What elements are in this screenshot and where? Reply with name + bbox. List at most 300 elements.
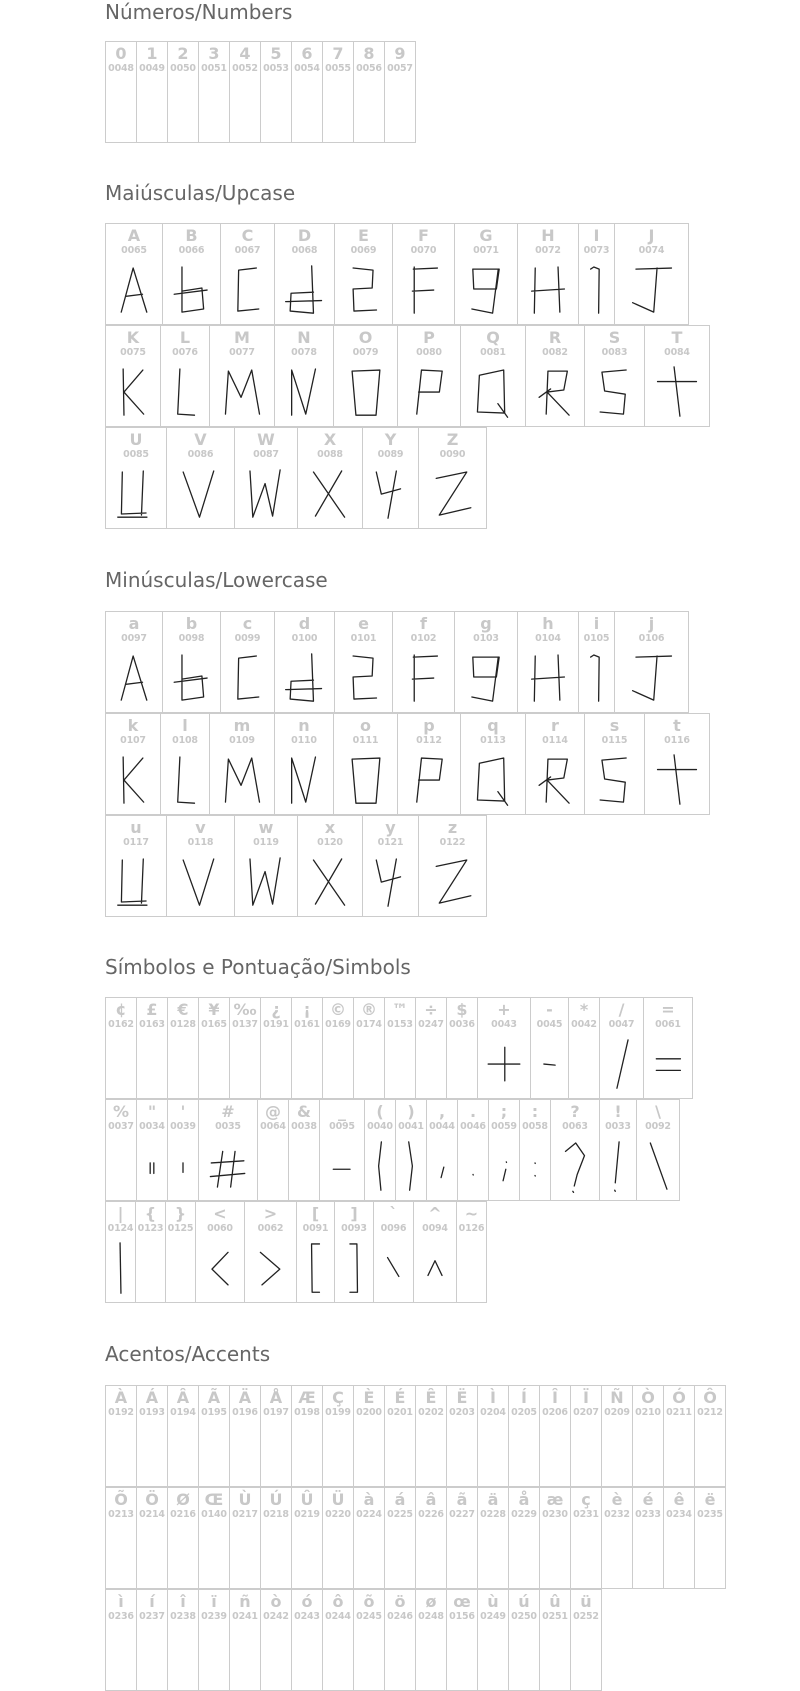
glyph-sample-b: [163, 648, 220, 712]
glyph-code-label: 0047: [600, 1019, 643, 1031]
glyph-cell-0057: [384, 41, 416, 143]
glyph-code-label: 0050: [168, 63, 198, 75]
glyph-sample-e: [335, 260, 392, 324]
glyph-cell-0037: [105, 1099, 137, 1201]
glyph-code-label: 0202: [416, 1407, 446, 1419]
glyph-code-label: 0117: [106, 837, 166, 849]
glyph-cell-0209: [601, 1385, 633, 1487]
glyph-code-label: 0045: [531, 1019, 568, 1031]
glyph-character-label: *: [569, 1001, 599, 1019]
glyph-code-label: 0092: [637, 1121, 679, 1133]
glyph-sample-g: [455, 648, 517, 712]
glyph-character-label: #: [199, 1103, 257, 1121]
glyph-code-label: 0068: [275, 245, 334, 257]
glyph-code-label: 0087: [235, 449, 297, 461]
glyph-character-label: ó: [292, 1593, 322, 1611]
glyph-cell-0123: [135, 1201, 166, 1303]
glyph-code-label: 0246: [385, 1611, 415, 1623]
glyph-cell-0163: [136, 997, 168, 1099]
glyph-cell-0093: [334, 1201, 374, 1303]
glyph-code-label: 0249: [478, 1611, 508, 1623]
glyph-code-label: 0119: [235, 837, 297, 849]
glyph-sample-c: [221, 260, 274, 324]
glyph-cell-0220: [322, 1487, 354, 1589]
glyph-character-label: ú: [509, 1593, 539, 1611]
glyph-character-label: k: [106, 717, 160, 735]
glyph-stroke: [656, 1059, 680, 1071]
glyph-cell-0055: [322, 41, 354, 143]
glyph-character-label: Õ: [106, 1491, 136, 1509]
glyph-sample-x: [298, 464, 362, 528]
glyph-character-label: ~: [457, 1205, 486, 1223]
glyph-character-label: Ù: [230, 1491, 260, 1509]
glyph-stroke: [650, 1143, 667, 1189]
glyph-character-label: á: [385, 1491, 415, 1509]
glyph-cell-0056: [353, 41, 385, 143]
glyph-row: [105, 427, 487, 529]
glyph-code-label: 0075: [106, 347, 160, 359]
glyph-stroke: [544, 1064, 555, 1065]
glyph-cell-0243: [291, 1589, 323, 1691]
glyph-stroke: [379, 1142, 382, 1190]
glyph-cell-0074: [614, 223, 689, 325]
glyph-character-label: a: [106, 615, 162, 633]
glyph-cell-0206: [539, 1385, 571, 1487]
glyph-sample-i: [579, 260, 614, 324]
glyph-cell-0099: [220, 611, 275, 713]
glyph-stroke: [441, 1167, 444, 1177]
glyph-code-label: 0096: [374, 1223, 413, 1235]
glyph-code-label: 0219: [292, 1509, 322, 1521]
glyph-character-label: î: [168, 1593, 198, 1611]
glyph-stroke: [312, 1244, 320, 1292]
glyph-code-label: 0216: [168, 1509, 198, 1521]
glyph-code-label: 0036: [447, 1019, 477, 1031]
glyph-cell-0204: [477, 1385, 509, 1487]
glyph-stroke: [352, 370, 380, 415]
glyph-sample-j: [615, 648, 688, 712]
glyph-character-label: !: [600, 1103, 636, 1121]
glyph-cell-0230: [539, 1487, 571, 1589]
glyph-cell-0246: [384, 1589, 416, 1691]
glyph-character-label: Ñ: [602, 1389, 632, 1407]
glyph-code-label: 0051: [199, 63, 229, 75]
glyph-character-label: È: [354, 1389, 384, 1407]
glyph-character-label: ã: [447, 1491, 477, 1509]
glyph-cell-0125: [165, 1201, 196, 1303]
glyph-stroke: [225, 758, 259, 802]
glyph-character-label: Û: [292, 1491, 322, 1509]
glyph-sample-b: [163, 260, 220, 324]
glyph-character-label: t: [645, 717, 709, 735]
glyph-character-label: 8: [354, 45, 384, 63]
glyph-code-label: 0043: [478, 1019, 530, 1031]
glyph-cell-0140: [198, 1487, 230, 1589]
glyph-cell-0094: [413, 1201, 457, 1303]
glyph-sample-u: [106, 464, 166, 528]
glyph-stroke: [292, 757, 316, 803]
glyph-character-label: $: [447, 1001, 477, 1019]
glyph-character-label: Ú: [261, 1491, 291, 1509]
section-title-3: Símbolos e Pontuação/Simbols: [105, 955, 411, 979]
glyph-character-label: B: [163, 227, 220, 245]
glyph-sample-d: [275, 260, 334, 324]
glyph-stroke: [292, 369, 316, 415]
glyph-character-label: 3: [199, 45, 229, 63]
glyph-character-label: m: [210, 717, 274, 735]
glyph-code-label: 0118: [167, 837, 234, 849]
glyph-code-label: 0213: [106, 1509, 136, 1521]
glyph-stroke: [313, 471, 344, 517]
glyph-character-label: D: [275, 227, 334, 245]
glyph-stroke: [412, 655, 437, 701]
glyph-character-label: U: [106, 431, 166, 449]
glyph-cell-0107: [105, 713, 161, 815]
glyph-sample-under: [320, 1136, 364, 1200]
glyph-sample-w: [235, 464, 297, 528]
glyph-cell-0162: [105, 997, 137, 1099]
glyph-cell-0153: [384, 997, 416, 1099]
glyph-character-label: É: [385, 1389, 415, 1407]
glyph-cell-0047: [599, 997, 644, 1099]
glyph-code-label: 0055: [323, 63, 353, 75]
glyph-cell-0249: [477, 1589, 509, 1691]
glyph-character-label: ¡: [292, 1001, 322, 1019]
glyph-cell-0194: [167, 1385, 199, 1487]
glyph-code-label: 0085: [106, 449, 166, 461]
glyph-code-label: 0058: [520, 1121, 550, 1133]
glyph-sample-x: [298, 852, 362, 916]
glyph-code-label: 0080: [398, 347, 460, 359]
glyph-character-label: é: [633, 1491, 663, 1509]
glyph-code-label: 0113: [461, 735, 525, 747]
glyph-code-label: 0248: [416, 1611, 446, 1623]
glyph-cell-0237: [136, 1589, 168, 1691]
glyph-cell-0201: [384, 1385, 416, 1487]
glyph-stroke: [178, 369, 195, 415]
glyph-cell-0245: [353, 1589, 385, 1691]
glyph-cell-0035: [198, 1099, 258, 1201]
glyph-character-label: H: [518, 227, 578, 245]
glyph-code-label: 0245: [354, 1611, 384, 1623]
glyph-code-label: 0193: [137, 1407, 167, 1419]
glyph-cell-0111: [333, 713, 398, 815]
glyph-code-label: 0109: [210, 735, 274, 747]
glyph-code-label: 0104: [518, 633, 578, 645]
glyph-code-label: 0205: [509, 1407, 539, 1419]
glyph-character-label: ]: [335, 1205, 373, 1223]
glyph-code-label: 0093: [335, 1223, 373, 1235]
glyph-stroke: [600, 370, 626, 414]
glyph-sample-h: [518, 260, 578, 324]
glyph-character-label: Y: [363, 431, 418, 449]
glyph-code-label: 0078: [275, 347, 333, 359]
glyph-stroke: [600, 758, 626, 802]
glyph-code-label: 0038: [289, 1121, 319, 1133]
glyph-cell-0211: [663, 1385, 695, 1487]
glyph-cell-0251: [539, 1589, 571, 1691]
glyph-code-label: 0059: [489, 1121, 519, 1133]
glyph-sample-o: [334, 750, 397, 814]
glyph-cell-0045: [530, 997, 569, 1099]
glyph-code-label: 0242: [261, 1611, 291, 1623]
glyph-character-label: õ: [354, 1593, 384, 1611]
glyph-cell-0101: [334, 611, 393, 713]
glyph-cell-0244: [322, 1589, 354, 1691]
glyph-character-label: ÷: [416, 1001, 446, 1019]
glyph-sample-y: [363, 464, 418, 528]
glyph-code-label: 0112: [398, 735, 460, 747]
glyph-cell-0038: [288, 1099, 320, 1201]
glyph-sample-s: [585, 750, 644, 814]
glyph-code-label: 0241: [230, 1611, 260, 1623]
glyph-cell-0042: [568, 997, 600, 1099]
glyph-character-label: |: [106, 1205, 135, 1223]
glyph-cell-0041: [395, 1099, 427, 1201]
glyph-character-label: \: [637, 1103, 679, 1121]
glyph-code-label: 0052: [230, 63, 260, 75]
glyph-code-label: 0072: [518, 245, 578, 257]
glyph-stroke: [238, 656, 259, 699]
glyph-code-label: 0046: [458, 1121, 488, 1133]
glyph-character-label: ': [168, 1103, 198, 1121]
glyph-character-label: í: [137, 1593, 167, 1611]
glyph-character-label: d: [275, 615, 334, 633]
glyph-character-label: +: [478, 1001, 530, 1019]
glyph-character-label: Ø: [168, 1491, 198, 1509]
glyph-code-label: 0049: [137, 63, 167, 75]
glyph-row: [105, 997, 693, 1099]
glyph-stroke: [210, 1151, 244, 1187]
glyph-cell-0073: [578, 223, 615, 325]
glyph-cell-0104: [517, 611, 579, 713]
glyph-code-label: 0234: [664, 1509, 694, 1521]
glyph-code-label: 0126: [457, 1223, 486, 1235]
glyph-code-label: 0237: [137, 1611, 167, 1623]
glyph-stroke: [350, 1244, 358, 1292]
glyph-cell-0095: [319, 1099, 365, 1201]
glyph-character-label: Â: [168, 1389, 198, 1407]
glyph-code-label: 0230: [540, 1509, 570, 1521]
glyph-cell-0072: [517, 223, 579, 325]
glyph-stroke: [174, 267, 207, 312]
glyph-cell-0046: [457, 1099, 489, 1201]
glyph-character-label: =: [644, 1001, 692, 1019]
glyph-sample-a: [106, 260, 162, 324]
glyph-character-label: 4: [230, 45, 260, 63]
glyph-code-label: 0054: [292, 63, 322, 75]
glyph-sample-slash: [600, 1034, 643, 1098]
glyph-stroke: [428, 1261, 442, 1276]
glyph-character-label: ¢: [106, 1001, 136, 1019]
glyph-character-label: g: [455, 615, 517, 633]
glyph-character-label: p: [398, 717, 460, 735]
glyph-stroke: [183, 471, 214, 517]
glyph-sample-comma: [427, 1136, 457, 1200]
glyph-stroke: [260, 1252, 279, 1285]
glyph-character-label: 0: [106, 45, 136, 63]
glyph-code-label: 0095: [320, 1121, 364, 1133]
glyph-character-label: o: [334, 717, 397, 735]
glyph-cell-0126: [456, 1201, 487, 1303]
glyph-character-label: ¿: [261, 1001, 291, 1019]
glyph-character-label: ö: [385, 1593, 415, 1611]
glyph-cell-0203: [446, 1385, 478, 1487]
glyph-cell-0071: [454, 223, 518, 325]
glyph-character-label: Í: [509, 1389, 539, 1407]
glyph-code-label: 0247: [416, 1019, 446, 1031]
glyph-code-label: 0233: [633, 1509, 663, 1521]
glyph-sample-y: [363, 852, 418, 916]
glyph-code-label: 0082: [526, 347, 584, 359]
glyph-code-label: 0224: [354, 1509, 384, 1521]
glyph-code-label: 0137: [230, 1019, 260, 1031]
glyph-cell-0218: [260, 1487, 292, 1589]
glyph-stroke: [488, 1047, 520, 1081]
glyph-cell-0097: [105, 611, 163, 713]
glyph-cell-0062: [244, 1201, 297, 1303]
glyph-sample-c: [221, 648, 274, 712]
glyph-sample-d: [275, 648, 334, 712]
glyph-code-label: 0218: [261, 1509, 291, 1521]
glyph-code-label: 0197: [261, 1407, 291, 1419]
glyph-cell-0137: [229, 997, 261, 1099]
glyph-row: [105, 1385, 726, 1487]
glyph-cell-0227: [446, 1487, 478, 1589]
glyph-stroke: [412, 267, 437, 313]
glyph-code-label: 0073: [579, 245, 614, 257]
glyph-code-label: 0114: [526, 735, 584, 747]
glyph-sample-minus: [531, 1034, 568, 1098]
glyph-code-label: 0163: [137, 1019, 167, 1031]
glyph-code-label: 0204: [478, 1407, 508, 1419]
glyph-cell-0043: [477, 997, 531, 1099]
glyph-cell-0156: [446, 1589, 478, 1691]
glyph-stroke: [388, 1258, 399, 1277]
glyph-sample-i: [579, 648, 614, 712]
glyph-cell-0119: [234, 815, 298, 917]
glyph-code-label: 0235: [695, 1509, 725, 1521]
glyph-code-label: 0091: [297, 1223, 334, 1235]
glyph-cell-0210: [632, 1385, 664, 1487]
glyph-cell-0199: [322, 1385, 354, 1487]
glyph-character-label: Ô: [695, 1389, 725, 1407]
glyph-cell-0226: [415, 1487, 447, 1589]
glyph-code-label: 0194: [168, 1407, 198, 1419]
glyph-code-label: 0228: [478, 1509, 508, 1521]
glyph-stroke: [472, 269, 499, 313]
glyph-code-label: 0110: [275, 735, 333, 747]
glyph-character-label: i: [579, 615, 614, 633]
glyph-cell-0169: [322, 997, 354, 1099]
glyph-code-label: 0124: [106, 1223, 135, 1235]
glyph-cell-0231: [570, 1487, 602, 1589]
glyph-character-label: `: [374, 1205, 413, 1223]
section-title-4: Acentos/Accents: [105, 1342, 270, 1366]
glyph-character-label: ¥: [199, 1001, 229, 1019]
glyph-character-label: >: [245, 1205, 296, 1223]
glyph-code-label: 0165: [199, 1019, 229, 1031]
glyph-cell-0088: [297, 427, 363, 529]
glyph-character-label: Q: [461, 329, 525, 347]
glyph-character-label: ?: [551, 1103, 599, 1121]
glyph-code-label: 0232: [602, 1509, 632, 1521]
glyph-character-label: -: [531, 1001, 568, 1019]
glyph-cell-0205: [508, 1385, 540, 1487]
glyph-cell-0228: [477, 1487, 509, 1589]
glyph-code-label: 0106: [615, 633, 688, 645]
glyph-sample-excl: [600, 1136, 636, 1200]
glyph-character-label: L: [161, 329, 209, 347]
glyph-character-label: Ã: [199, 1389, 229, 1407]
glyph-character-label: I: [579, 227, 614, 245]
glyph-code-label: 0227: [447, 1509, 477, 1521]
glyph-cell-0049: [136, 41, 168, 143]
glyph-code-label: 0034: [137, 1121, 167, 1133]
glyph-character-label: J: [615, 227, 688, 245]
glyph-code-label: 0236: [106, 1611, 136, 1623]
glyph-cell-0232: [601, 1487, 633, 1589]
glyph-code-label: 0064: [258, 1121, 288, 1133]
glyph-code-label: 0053: [261, 63, 291, 75]
glyph-cell-0061: [643, 997, 693, 1099]
glyph-code-label: 0212: [695, 1407, 725, 1419]
glyph-cell-0077: [209, 325, 275, 427]
glyph-character-label: Ì: [478, 1389, 508, 1407]
glyph-cell-0233: [632, 1487, 664, 1589]
glyph-cell-0069: [334, 223, 393, 325]
glyph-cell-0059: [488, 1099, 520, 1201]
glyph-character-label: ©: [323, 1001, 353, 1019]
glyph-cell-0058: [519, 1099, 551, 1201]
glyph-cell-0252: [570, 1589, 602, 1691]
glyph-stroke: [532, 655, 565, 701]
glyph-character-label: Æ: [292, 1389, 322, 1407]
glyph-sample-hash: [199, 1136, 257, 1200]
glyph-stroke: [250, 858, 280, 905]
glyph-character-label: e: [335, 615, 392, 633]
glyph-cell-0048: [105, 41, 137, 143]
glyph-character-label: ô: [323, 1593, 353, 1611]
glyph-stroke: [353, 656, 376, 699]
glyph-sample-t: [645, 362, 709, 426]
glyph-stroke: [183, 859, 214, 905]
glyph-cell-0248: [415, 1589, 447, 1691]
glyph-stroke: [250, 470, 280, 517]
glyph-code-label: 0044: [427, 1121, 457, 1133]
glyph-cell-0193: [136, 1385, 168, 1487]
glyph-stroke: [178, 757, 195, 803]
glyph-cell-0081: [460, 325, 526, 427]
glyph-code-label: 0100: [275, 633, 334, 645]
glyph-character-label: T: [645, 329, 709, 347]
glyph-sample-q: [461, 362, 525, 426]
glyph-stroke: [532, 267, 565, 313]
glyph-cell-0092: [636, 1099, 680, 1201]
glyph-character-label: â: [416, 1491, 446, 1509]
glyph-stroke: [120, 1243, 121, 1293]
glyph-code-label: 0251: [540, 1611, 570, 1623]
glyph-code-label: 0084: [645, 347, 709, 359]
glyph-row: [105, 1589, 602, 1691]
section-title-0: Números/Numbers: [105, 0, 292, 24]
glyph-cell-0063: [550, 1099, 600, 1201]
glyph-character-label: z: [419, 819, 486, 837]
glyph-code-label: 0192: [106, 1407, 136, 1419]
glyph-code-label: 0210: [633, 1407, 663, 1419]
glyph-cell-0195: [198, 1385, 230, 1487]
glyph-cell-0161: [291, 997, 323, 1099]
